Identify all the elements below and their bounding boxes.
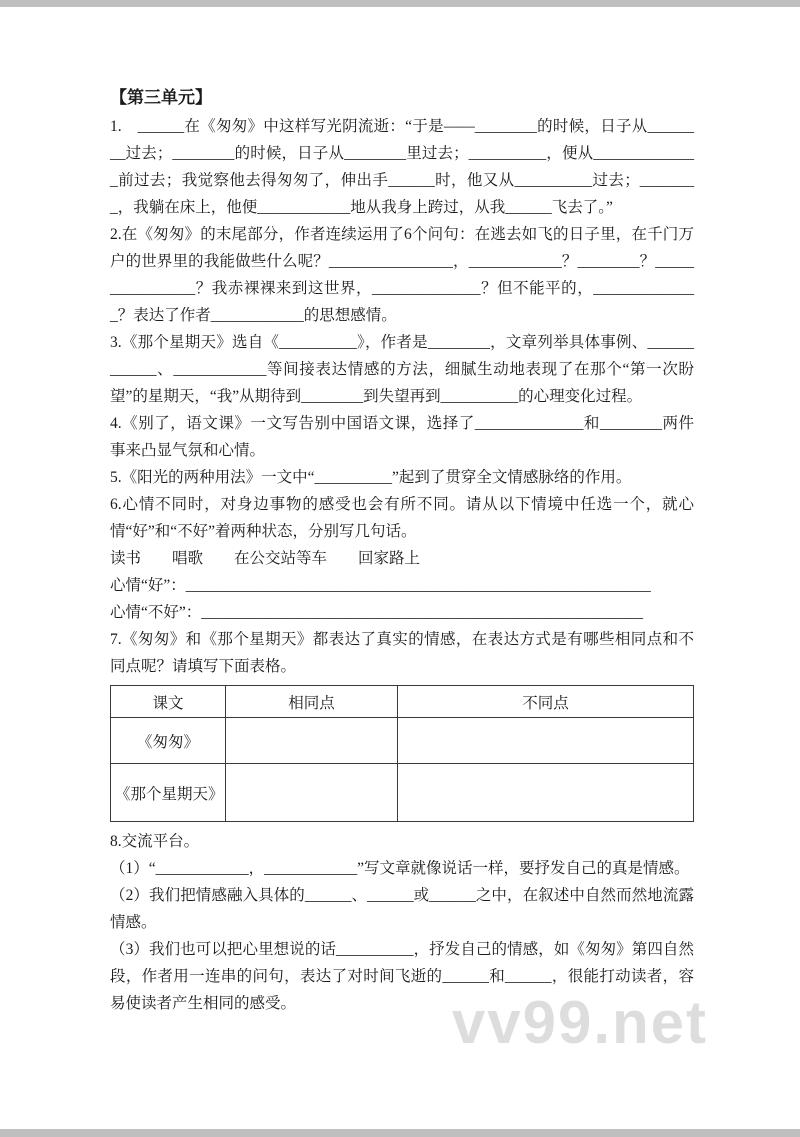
question-5: 5.《阳光的两种用法》一文中“__________”起到了贯穿全文情感脉络的作用。 <box>110 469 632 486</box>
question-8-heading: 8.交流平台。 <box>110 833 200 850</box>
question-4: 4.《别了，语文课》一文写告别中国语文课，选择了______________和________两件事来凸显气氛和心情。 <box>110 415 694 459</box>
table-cell-course: 《匆匆》 <box>111 718 226 764</box>
worksheet-content <box>110 84 694 1017</box>
question-1: 1. ______在《匆匆》中这样写光阴流逝：“于是——________的时候，日子从________过去；________的时候，日子从________里过去；__________，便从______________前过去；我觉察他去得匆匆了，伸出手______时，他又从__________过去；________，我躺在床上，他便____________地从我身上跨过，从我______飞去了。” <box>110 118 694 216</box>
question-6-mood-bad-line: 心情“不好”：_________________________________________________________ <box>110 604 644 621</box>
question-2: 2.在《匆匆》的末尾部分，作者连续运用了6个问句：在逃去如飞的日子里，在千门万户的世界里的我能做些什么呢？________________，____________？________？________________？我赤裸裸来到这世界，______________？但不能平的，______________？表达了作者____________的思想感情。 <box>110 226 694 324</box>
comparison-table <box>110 685 694 822</box>
table-cell-diff-blank <box>398 718 694 764</box>
table-cell-course: 《那个星期天》 <box>111 764 226 822</box>
table-header-diff: 不同点 <box>398 686 694 718</box>
table-cell-diff-blank <box>398 764 694 822</box>
question-8-sub-2: （2）我们把情感融入具体的______、______或______之中，在叙述中自然而然地流露情感。 <box>110 887 694 931</box>
question-7-intro: 7.《匆匆》和《那个星期天》都表达了真实的情感，在表达方式是有哪些相同点和不同点呢？请填写下面表格。 <box>110 631 694 675</box>
question-6-options: 读书 唱歌 在公交站等车 回家路上 <box>110 550 421 567</box>
table-cell-same-blank <box>226 718 398 764</box>
table-header-course: 课文 <box>111 686 226 718</box>
table-row <box>111 764 694 822</box>
question-3: 3.《那个星期天》选自《__________》，作者是________，文章列举具体事例、____________、____________等间接表达情感的方法，细腻生动地表现了在那个“第一次盼望”的星期天，“我”从期待到________到失望再到__________的心理变化过程。 <box>110 334 694 405</box>
table-header-same: 相同点 <box>226 686 398 718</box>
question-6-mood-good-line: 心情“好”：____________________________________________________________ <box>110 577 651 594</box>
page-bottom-edge <box>0 1129 800 1137</box>
question-8-sub-1: （1）“____________，____________”写文章就像说话一样，要抒发自己的真是情感。 <box>110 860 690 877</box>
question-6-intro: 6.心情不同时，对身边事物的感受也会有所不同。请从以下情境中任选一个，就心情“好”和“不好”着两种状态，分别写几句话。 <box>110 496 694 540</box>
table-row <box>111 718 694 764</box>
question-8-sub-3: （3）我们也可以把心里想说的话__________，抒发自己的情感，如《匆匆》第四自然段，作者用一连串的问句，表达了对时间飞逝的______和______，很能打动读者，容易使读者产生相同的感受。 <box>110 941 694 1012</box>
page-top-edge <box>0 0 800 7</box>
site-watermark: vv99.net <box>451 989 708 1056</box>
table-header-row <box>111 686 694 718</box>
unit-title: 【第三单元】 <box>110 88 212 107</box>
table-cell-same-blank <box>226 764 398 822</box>
